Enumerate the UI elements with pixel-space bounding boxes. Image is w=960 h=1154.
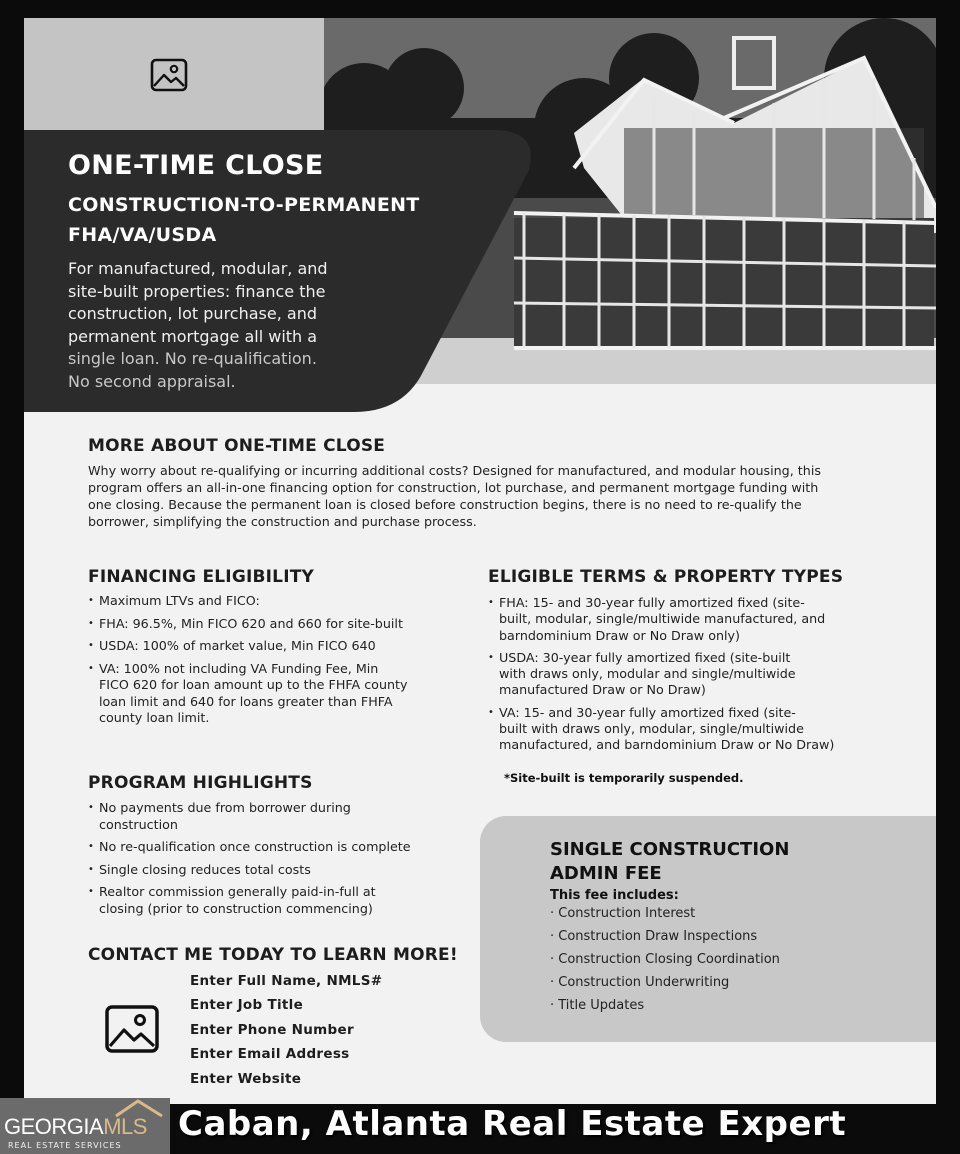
contact-fields <box>190 971 382 1093</box>
intro-text: For manufactured, modular, and site-built properties: finance the construction, lot purchase, and permanent mortgage all with a single loan. No re-qualification. No second appraisal. <box>68 259 328 391</box>
list-item: • FHA: 15- and 30-year fully amortized fixed (site- built, modular, single/multiwide manufactured, and barndominium Draw or No Draw only) <box>488 595 834 644</box>
logo-tagline: REAL ESTATE SERVICES <box>8 1141 122 1150</box>
more-about-paragraph: Why worry about re-qualifying or incurring additional costs? Designed for manufactured, and modular housing, this program offers an all-in-one financing option for construction, lot purchase, and permanent mortgage funding with one closing. Because the permanent loan is closed before construction begins, there is no need to re-qualify the borrower, simplifying the construction and purchase process. <box>88 463 821 529</box>
list-item: · Construction Interest <box>550 906 696 921</box>
list-item: • VA: 100% not including VA Funding Fee, Min FICO 620 for loan amount up to the FHFA county loan limit and 640 for loans greater than FHFA county loan limit. <box>88 661 408 727</box>
financing-heading: FINANCING ELIGIBILITY <box>88 567 315 587</box>
list-item: • USDA: 30-year fully amortized fixed (site-built with draws only, modular and single/multiwide manufactured Draw or No Draw) <box>488 650 834 699</box>
contact-website-field: Enter Website <box>190 1070 302 1087</box>
list-item: · Title Updates <box>550 998 645 1013</box>
image-placeholder-icon <box>104 1004 160 1054</box>
highlights-list <box>88 800 411 923</box>
list-item: · Construction Closing Coordination <box>550 952 780 967</box>
contact-heading: CONTACT ME TODAY TO LEARN MORE! <box>88 945 458 965</box>
fee-items-list <box>550 904 780 1019</box>
georgia-mls-logo <box>0 1098 170 1154</box>
list-item: · Construction Underwriting <box>550 975 730 990</box>
list-item: • FHA: 96.5%, Min FICO 620 and 660 for site-built <box>88 616 408 633</box>
fee-title: SINGLE CONSTRUCTION ADMIN FEE <box>550 839 790 884</box>
flyer-sheet <box>24 18 936 1104</box>
highlights-heading: PROGRAM HIGHLIGHTS <box>88 773 313 793</box>
headline: ONE-TIME CLOSE <box>68 150 324 181</box>
list-item: • No payments due from borrower during construction <box>88 800 411 833</box>
subheadline-loan-types: FHA/VA/USDA <box>68 224 217 246</box>
logo-word-mls: MLS <box>103 1114 147 1139</box>
image-placeholder-icon <box>150 58 188 92</box>
contact-email-field: Enter Email Address <box>190 1046 350 1063</box>
footer-banner <box>0 1098 960 1154</box>
terms-heading: ELIGIBLE TERMS & PROPERTY TYPES <box>488 567 844 587</box>
terms-list <box>488 595 834 760</box>
logo-word-georgia: GEORGIA <box>4 1114 104 1139</box>
list-item: • Maximum LTVs and FICO: <box>88 593 408 610</box>
headline-panel <box>24 130 544 412</box>
fee-includes-label: This fee includes: <box>550 888 679 903</box>
list-item: • USDA: 100% of market value, Min FICO 640 <box>88 638 408 655</box>
subheadline-program: CONSTRUCTION-TO-PERMANENT <box>68 194 420 216</box>
list-item: • Realtor commission generally paid-in-full at closing (prior to construction commencing) <box>88 884 411 917</box>
more-about-heading: MORE ABOUT ONE-TIME CLOSE <box>88 436 386 456</box>
contact-title-field: Enter Job Title <box>190 997 304 1014</box>
agent-banner-text: Caban, Atlanta Real Estate Expert <box>178 1104 847 1144</box>
list-item: · Construction Draw Inspections <box>550 929 758 944</box>
contact-phone-field: Enter Phone Number <box>190 1021 354 1038</box>
admin-fee-box <box>480 816 936 1042</box>
financing-list <box>88 593 408 733</box>
site-built-note: *Site-built is temporarily suspended. <box>504 771 744 785</box>
list-item: • No re-qualification once construction is complete <box>88 839 411 856</box>
list-item: • VA: 15- and 30-year fully amortized fixed (site- built with draws only, modular, single/multiwide manufactured, and barndominium Draw or No Draw) <box>488 705 834 754</box>
list-item: • Single closing reduces total costs <box>88 862 411 879</box>
contact-name-field: Enter Full Name, NMLS# <box>190 973 383 989</box>
